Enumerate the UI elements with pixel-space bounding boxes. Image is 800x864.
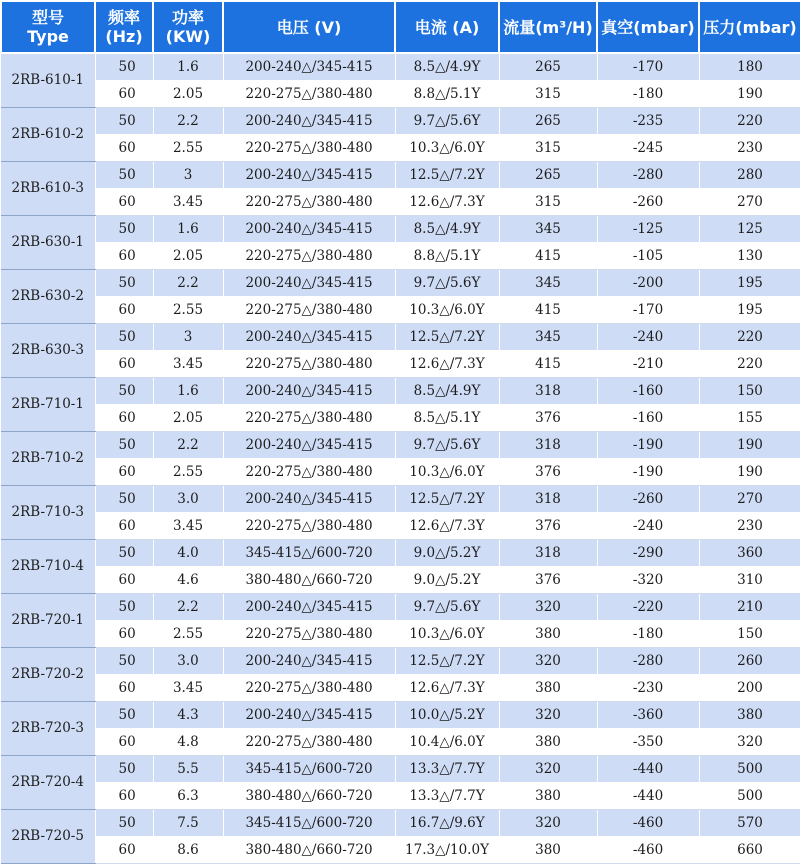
voltage-cell: 200-240△/345-415 — [223, 431, 395, 458]
model-cell: 2RB-720-5 — [1, 809, 95, 863]
table-row — [1, 539, 800, 566]
current-cell: 9.0△/5.2Y — [395, 566, 499, 593]
table-row — [1, 323, 800, 350]
power-cell: 2.55 — [153, 134, 223, 161]
voltage-cell: 220-275△/380-480 — [223, 80, 395, 107]
freq-cell: 50 — [95, 53, 153, 80]
current-cell: 12.5△/7.2Y — [395, 647, 499, 674]
flow-cell: 380 — [499, 674, 597, 701]
vacuum-cell: -460 — [597, 809, 699, 836]
current-cell: 8.5△/5.1Y — [395, 404, 499, 431]
freq-cell: 60 — [95, 134, 153, 161]
table-row — [1, 242, 800, 269]
pressure-cell: 150 — [699, 377, 800, 404]
freq-cell: 60 — [95, 566, 153, 593]
freq-cell: 50 — [95, 755, 153, 782]
flow-cell: 318 — [499, 485, 597, 512]
current-cell: 16.7△/9.6Y — [395, 809, 499, 836]
flow-cell: 380 — [499, 620, 597, 647]
power-cell: 8.6 — [153, 836, 223, 863]
power-cell: 2.05 — [153, 242, 223, 269]
table-row — [1, 620, 800, 647]
power-cell: 3 — [153, 323, 223, 350]
table-row — [1, 809, 800, 836]
pressure-cell: 210 — [699, 593, 800, 620]
flow-cell: 320 — [499, 701, 597, 728]
vacuum-cell: -160 — [597, 404, 699, 431]
table-body — [1, 53, 800, 863]
vacuum-cell: -280 — [597, 647, 699, 674]
flow-cell: 380 — [499, 836, 597, 863]
flow-cell: 345 — [499, 215, 597, 242]
freq-cell: 50 — [95, 701, 153, 728]
vacuum-cell: -260 — [597, 188, 699, 215]
model-cell: 2RB-720-3 — [1, 701, 95, 755]
pressure-cell: 200 — [699, 674, 800, 701]
flow-cell: 415 — [499, 242, 597, 269]
power-cell: 2.05 — [153, 80, 223, 107]
voltage-cell: 200-240△/345-415 — [223, 161, 395, 188]
flow-cell: 315 — [499, 188, 597, 215]
voltage-cell: 345-415△/600-720 — [223, 539, 395, 566]
flow-cell: 320 — [499, 809, 597, 836]
table-row — [1, 485, 800, 512]
voltage-cell: 200-240△/345-415 — [223, 647, 395, 674]
pressure-cell: 195 — [699, 269, 800, 296]
flow-cell: 415 — [499, 350, 597, 377]
flow-cell: 415 — [499, 296, 597, 323]
vacuum-cell: -190 — [597, 431, 699, 458]
voltage-cell: 220-275△/380-480 — [223, 404, 395, 431]
freq-cell: 50 — [95, 593, 153, 620]
header-power: 功率 (KW) — [153, 1, 223, 53]
header-model: 型号 Type — [1, 1, 95, 53]
pressure-cell: 130 — [699, 242, 800, 269]
voltage-cell: 220-275△/380-480 — [223, 728, 395, 755]
power-cell: 3.45 — [153, 350, 223, 377]
current-cell: 10.3△/6.0Y — [395, 134, 499, 161]
vacuum-cell: -180 — [597, 80, 699, 107]
current-cell: 12.5△/7.2Y — [395, 323, 499, 350]
flow-cell: 318 — [499, 431, 597, 458]
table-header — [1, 1, 800, 53]
current-cell: 13.3△/7.7Y — [395, 755, 499, 782]
vacuum-cell: -245 — [597, 134, 699, 161]
freq-cell: 60 — [95, 404, 153, 431]
pressure-cell: 190 — [699, 431, 800, 458]
freq-cell: 60 — [95, 188, 153, 215]
pressure-cell: 230 — [699, 134, 800, 161]
current-cell: 10.3△/6.0Y — [395, 458, 499, 485]
flow-cell: 376 — [499, 404, 597, 431]
current-cell: 12.5△/7.2Y — [395, 161, 499, 188]
current-cell: 10.3△/6.0Y — [395, 296, 499, 323]
table-row — [1, 674, 800, 701]
freq-cell: 50 — [95, 107, 153, 134]
freq-cell: 60 — [95, 512, 153, 539]
freq-cell: 60 — [95, 296, 153, 323]
freq-cell: 60 — [95, 80, 153, 107]
table-row — [1, 188, 800, 215]
voltage-cell: 380-480△/660-720 — [223, 836, 395, 863]
current-cell: 9.7△/5.6Y — [395, 593, 499, 620]
power-cell: 2.2 — [153, 107, 223, 134]
vacuum-cell: -440 — [597, 782, 699, 809]
model-cell: 2RB-720-4 — [1, 755, 95, 809]
vacuum-cell: -260 — [597, 485, 699, 512]
voltage-cell: 220-275△/380-480 — [223, 620, 395, 647]
model-cell: 2RB-610-1 — [1, 53, 95, 107]
header-voltage: 电压 (V) — [223, 1, 395, 53]
current-cell: 13.3△/7.7Y — [395, 782, 499, 809]
vacuum-cell: -460 — [597, 836, 699, 863]
voltage-cell: 200-240△/345-415 — [223, 215, 395, 242]
freq-cell: 50 — [95, 809, 153, 836]
table-row — [1, 269, 800, 296]
table-row — [1, 728, 800, 755]
freq-cell: 60 — [95, 782, 153, 809]
pressure-cell: 500 — [699, 782, 800, 809]
current-cell: 9.7△/5.6Y — [395, 269, 499, 296]
table-row — [1, 161, 800, 188]
voltage-cell: 200-240△/345-415 — [223, 593, 395, 620]
pressure-cell: 500 — [699, 755, 800, 782]
vacuum-cell: -350 — [597, 728, 699, 755]
power-cell: 3.0 — [153, 647, 223, 674]
vacuum-cell: -290 — [597, 539, 699, 566]
flow-cell: 376 — [499, 458, 597, 485]
pressure-cell: 270 — [699, 485, 800, 512]
vacuum-cell: -220 — [597, 593, 699, 620]
voltage-cell: 220-275△/380-480 — [223, 350, 395, 377]
vacuum-cell: -190 — [597, 458, 699, 485]
current-cell: 10.3△/6.0Y — [395, 620, 499, 647]
current-cell: 8.5△/4.9Y — [395, 215, 499, 242]
vacuum-cell: -230 — [597, 674, 699, 701]
table-row — [1, 755, 800, 782]
table-row — [1, 107, 800, 134]
current-cell: 9.7△/5.6Y — [395, 107, 499, 134]
power-cell: 2.05 — [153, 404, 223, 431]
power-cell: 3.45 — [153, 512, 223, 539]
flow-cell: 345 — [499, 323, 597, 350]
vacuum-cell: -170 — [597, 296, 699, 323]
pressure-cell: 230 — [699, 512, 800, 539]
current-cell: 17.3△/10.0Y — [395, 836, 499, 863]
current-cell: 12.6△/7.3Y — [395, 512, 499, 539]
table-row — [1, 134, 800, 161]
freq-cell: 50 — [95, 269, 153, 296]
pressure-cell: 270 — [699, 188, 800, 215]
table-row — [1, 647, 800, 674]
freq-cell: 50 — [95, 215, 153, 242]
power-cell: 2.55 — [153, 620, 223, 647]
voltage-cell: 220-275△/380-480 — [223, 458, 395, 485]
voltage-cell: 200-240△/345-415 — [223, 269, 395, 296]
power-cell: 3.45 — [153, 188, 223, 215]
freq-cell: 60 — [95, 242, 153, 269]
model-cell: 2RB-610-3 — [1, 161, 95, 215]
freq-cell: 50 — [95, 539, 153, 566]
vacuum-cell: -360 — [597, 701, 699, 728]
header-frequency: 频率 (Hz) — [95, 1, 153, 53]
power-cell: 2.2 — [153, 269, 223, 296]
voltage-cell: 200-240△/345-415 — [223, 323, 395, 350]
flow-cell: 345 — [499, 269, 597, 296]
vacuum-cell: -320 — [597, 566, 699, 593]
pressure-cell: 190 — [699, 80, 800, 107]
flow-cell: 318 — [499, 377, 597, 404]
vacuum-cell: -240 — [597, 323, 699, 350]
flow-cell: 376 — [499, 512, 597, 539]
table-row — [1, 458, 800, 485]
current-cell: 12.6△/7.3Y — [395, 188, 499, 215]
pressure-cell: 280 — [699, 161, 800, 188]
current-cell: 8.8△/5.1Y — [395, 242, 499, 269]
voltage-cell: 220-275△/380-480 — [223, 512, 395, 539]
vacuum-cell: -170 — [597, 53, 699, 80]
power-cell: 4.3 — [153, 701, 223, 728]
power-cell: 3.0 — [153, 485, 223, 512]
model-cell: 2RB-710-3 — [1, 485, 95, 539]
power-cell: 4.0 — [153, 539, 223, 566]
current-cell: 8.5△/4.9Y — [395, 377, 499, 404]
table-row — [1, 80, 800, 107]
current-cell: 12.5△/7.2Y — [395, 485, 499, 512]
current-cell: 9.0△/5.2Y — [395, 539, 499, 566]
pressure-cell: 660 — [699, 836, 800, 863]
pressure-cell: 360 — [699, 539, 800, 566]
pressure-cell: 150 — [699, 620, 800, 647]
flow-cell: 318 — [499, 539, 597, 566]
current-cell: 8.8△/5.1Y — [395, 80, 499, 107]
vacuum-cell: -105 — [597, 242, 699, 269]
pressure-cell: 260 — [699, 647, 800, 674]
table-row — [1, 296, 800, 323]
vacuum-cell: -160 — [597, 377, 699, 404]
voltage-cell: 220-275△/380-480 — [223, 674, 395, 701]
power-cell: 6.3 — [153, 782, 223, 809]
freq-cell: 50 — [95, 431, 153, 458]
flow-cell: 380 — [499, 728, 597, 755]
vacuum-cell: -235 — [597, 107, 699, 134]
flow-cell: 320 — [499, 755, 597, 782]
power-cell: 1.6 — [153, 53, 223, 80]
pressure-cell: 155 — [699, 404, 800, 431]
model-cell: 2RB-710-1 — [1, 377, 95, 431]
power-cell: 2.55 — [153, 296, 223, 323]
voltage-cell: 200-240△/345-415 — [223, 485, 395, 512]
flow-cell: 315 — [499, 134, 597, 161]
table-row — [1, 431, 800, 458]
table-row — [1, 404, 800, 431]
vacuum-cell: -280 — [597, 161, 699, 188]
power-cell: 7.5 — [153, 809, 223, 836]
power-cell: 1.6 — [153, 377, 223, 404]
freq-cell: 50 — [95, 485, 153, 512]
freq-cell: 50 — [95, 377, 153, 404]
vacuum-cell: -440 — [597, 755, 699, 782]
flow-cell: 380 — [499, 782, 597, 809]
voltage-cell: 220-275△/380-480 — [223, 242, 395, 269]
voltage-cell: 220-275△/380-480 — [223, 134, 395, 161]
pressure-cell: 195 — [699, 296, 800, 323]
model-cell: 2RB-630-2 — [1, 269, 95, 323]
table-row — [1, 593, 800, 620]
pressure-cell: 320 — [699, 728, 800, 755]
power-cell: 2.55 — [153, 458, 223, 485]
power-cell: 1.6 — [153, 215, 223, 242]
table-row — [1, 836, 800, 863]
pressure-cell: 125 — [699, 215, 800, 242]
voltage-cell: 200-240△/345-415 — [223, 701, 395, 728]
freq-cell: 60 — [95, 836, 153, 863]
pressure-cell: 570 — [699, 809, 800, 836]
power-cell: 4.6 — [153, 566, 223, 593]
table-row — [1, 782, 800, 809]
table-row — [1, 512, 800, 539]
pressure-cell: 180 — [699, 53, 800, 80]
freq-cell: 60 — [95, 620, 153, 647]
current-cell: 12.6△/7.3Y — [395, 350, 499, 377]
table-row — [1, 215, 800, 242]
vacuum-cell: -125 — [597, 215, 699, 242]
flow-cell: 320 — [499, 593, 597, 620]
header-flow: 流量(m³/H) — [499, 1, 597, 53]
flow-cell: 265 — [499, 161, 597, 188]
header-pressure: 压力(mbar) — [699, 1, 800, 53]
vacuum-cell: -180 — [597, 620, 699, 647]
table-row — [1, 53, 800, 80]
pressure-cell: 220 — [699, 107, 800, 134]
current-cell: 9.7△/5.6Y — [395, 431, 499, 458]
power-cell: 3 — [153, 161, 223, 188]
pressure-cell: 190 — [699, 458, 800, 485]
freq-cell: 50 — [95, 161, 153, 188]
voltage-cell: 220-275△/380-480 — [223, 296, 395, 323]
header-current: 电流 (A) — [395, 1, 499, 53]
freq-cell: 50 — [95, 647, 153, 674]
pressure-cell: 380 — [699, 701, 800, 728]
vacuum-cell: -240 — [597, 512, 699, 539]
model-cell: 2RB-710-2 — [1, 431, 95, 485]
table-row — [1, 701, 800, 728]
flow-cell: 265 — [499, 107, 597, 134]
power-cell: 5.5 — [153, 755, 223, 782]
freq-cell: 60 — [95, 458, 153, 485]
freq-cell: 60 — [95, 674, 153, 701]
pressure-cell: 310 — [699, 566, 800, 593]
pressure-cell: 220 — [699, 350, 800, 377]
model-cell: 2RB-610-2 — [1, 107, 95, 161]
model-cell: 2RB-630-3 — [1, 323, 95, 377]
voltage-cell: 200-240△/345-415 — [223, 107, 395, 134]
freq-cell: 60 — [95, 728, 153, 755]
power-cell: 2.2 — [153, 431, 223, 458]
voltage-cell: 380-480△/660-720 — [223, 782, 395, 809]
voltage-cell: 345-415△/600-720 — [223, 809, 395, 836]
model-cell: 2RB-720-1 — [1, 593, 95, 647]
power-cell: 3.45 — [153, 674, 223, 701]
current-cell: 12.6△/7.3Y — [395, 674, 499, 701]
flow-cell: 320 — [499, 647, 597, 674]
power-cell: 4.8 — [153, 728, 223, 755]
table-row — [1, 377, 800, 404]
freq-cell: 50 — [95, 323, 153, 350]
flow-cell: 265 — [499, 53, 597, 80]
vacuum-cell: -210 — [597, 350, 699, 377]
power-cell: 2.2 — [153, 593, 223, 620]
voltage-cell: 200-240△/345-415 — [223, 53, 395, 80]
model-cell: 2RB-720-2 — [1, 647, 95, 701]
voltage-cell: 200-240△/345-415 — [223, 377, 395, 404]
header-vacuum: 真空(mbar) — [597, 1, 699, 53]
current-cell: 10.0△/5.2Y — [395, 701, 499, 728]
vacuum-cell: -200 — [597, 269, 699, 296]
model-cell: 2RB-710-4 — [1, 539, 95, 593]
flow-cell: 315 — [499, 80, 597, 107]
voltage-cell: 220-275△/380-480 — [223, 188, 395, 215]
current-cell: 8.5△/4.9Y — [395, 53, 499, 80]
table-row — [1, 350, 800, 377]
flow-cell: 376 — [499, 566, 597, 593]
freq-cell: 60 — [95, 350, 153, 377]
voltage-cell: 380-480△/660-720 — [223, 566, 395, 593]
pressure-cell: 220 — [699, 323, 800, 350]
table-row — [1, 566, 800, 593]
voltage-cell: 345-415△/600-720 — [223, 755, 395, 782]
current-cell: 10.4△/6.0Y — [395, 728, 499, 755]
model-cell: 2RB-630-1 — [1, 215, 95, 269]
